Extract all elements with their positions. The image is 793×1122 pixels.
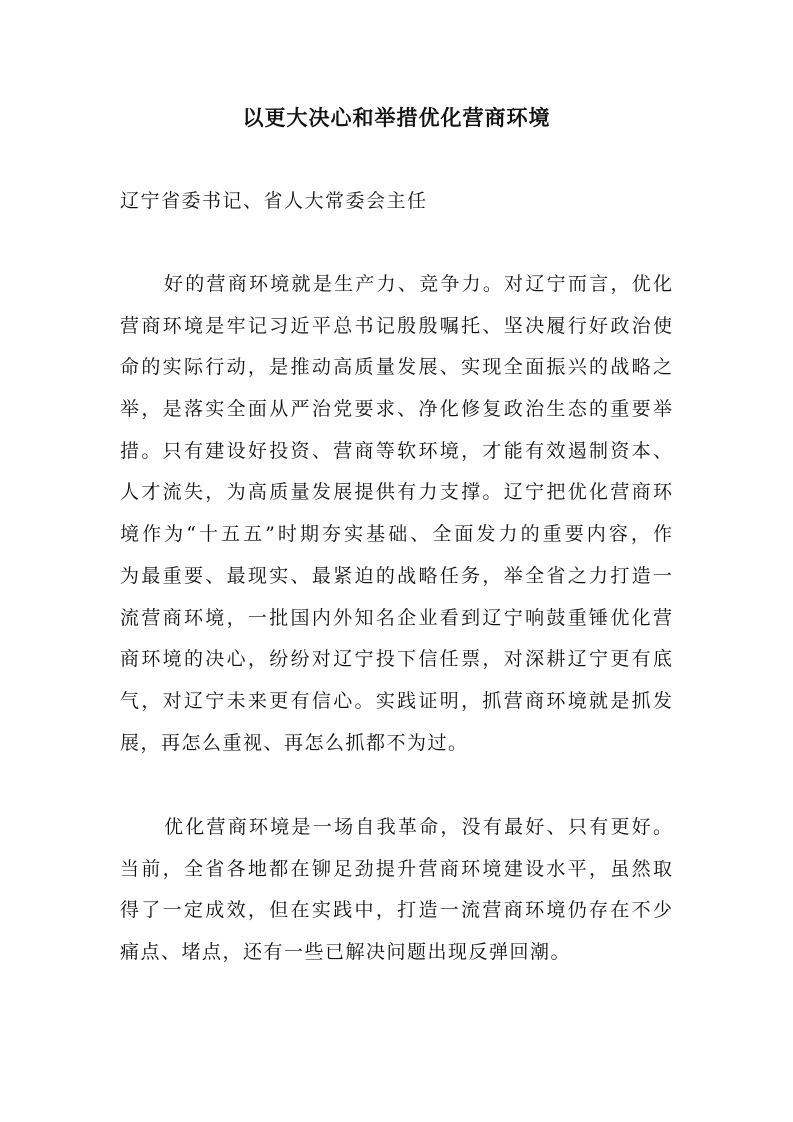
text-line: 痛点、堵点，还有一些已解决问题出现反弹回潮。 <box>120 941 572 964</box>
text-line: 商环境的决心，纷纷对辽宁投下信任票，对深耕辽宁更有底 <box>120 648 672 671</box>
text-line: 当前，全省各地都在铆足劲提升营商环境建设水平，虽然取 <box>120 857 672 880</box>
paragraph-2 <box>120 807 672 974</box>
text-line: 措。只有建设好投资、营商等软环境，才能有效遏制资本、 <box>120 439 672 462</box>
text-line: 举，是落实全面从严治党要求、净化修复政治生态的重要举 <box>120 398 672 421</box>
paragraph-1 <box>120 264 672 764</box>
text-line: 展，再怎么重视、再怎么抓都不为过。 <box>120 731 469 754</box>
text-line: 境作为“十五五”时期夯实基础、全面发力的重要内容，作 <box>120 523 672 546</box>
author-line: 辽宁省委书记、省人大常委会主任 <box>120 190 428 212</box>
text-line: 为最重要、最现实、最紧迫的战略任务，举全省之力打造一 <box>120 564 672 587</box>
text-line: 流营商环境，一批国内外知名企业看到辽宁响鼓重锤优化营 <box>120 606 672 629</box>
text-line: 命的实际行动，是推动高质量发展、实现全面振兴的战略之 <box>120 356 672 379</box>
text-line: 气，对辽宁未来更有信心。实践证明，抓营商环境就是抓发 <box>120 689 672 712</box>
document-title: 以更大决心和举措优化营商环境 <box>242 105 551 130</box>
text-line: 营商环境是牢记习近平总书记殷殷嘱托、坚决履行好政治使 <box>120 314 672 337</box>
text-line: 好的营商环境就是生产力、竞争力。对辽宁而言，优化 <box>164 273 672 295</box>
text-line: 优化营商环境是一场自我革命，没有最好、只有更好。 <box>164 816 672 838</box>
text-line: 人才流失，为高质量发展提供有力支撑。辽宁把优化营商环 <box>120 481 672 504</box>
text-line: 得了一定成效，但在实践中，打造一流营商环境仍存在不少 <box>120 899 672 922</box>
